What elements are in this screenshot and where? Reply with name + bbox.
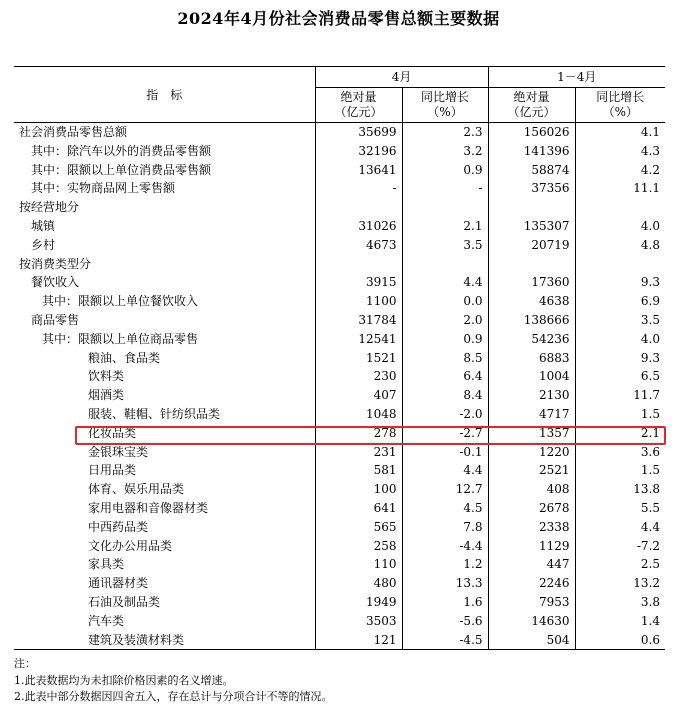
row-label: 家具类 bbox=[88, 557, 125, 572]
ytd-abs-cell: 58874 bbox=[488, 161, 575, 180]
april-abs-cell: 565 bbox=[315, 518, 402, 537]
april-yoy-cell: 7.8 bbox=[402, 518, 488, 537]
table-row bbox=[14, 311, 665, 330]
abs-label-line2: （亿元） bbox=[507, 105, 556, 119]
april-yoy-cell: 13.3 bbox=[402, 574, 488, 593]
april-yoy-cell bbox=[402, 198, 488, 217]
ytd-abs-cell: 4717 bbox=[488, 405, 575, 424]
april-abs-cell: 480 bbox=[315, 574, 402, 593]
april-yoy-cell: 4.4 bbox=[402, 273, 488, 292]
april-abs-cell: 3503 bbox=[315, 612, 402, 631]
row-label: 饮料类 bbox=[88, 369, 125, 384]
ytd-yoy-cell: -7.2 bbox=[575, 537, 665, 556]
ytd-yoy-header bbox=[575, 88, 665, 123]
note-item: 2.此表中部分数据因四舍五入，存在总计与分项合计不等的情况。 bbox=[14, 690, 333, 703]
growth-label-line2: （%） bbox=[427, 105, 463, 119]
april-abs-cell: 1100 bbox=[315, 292, 402, 311]
table-row bbox=[14, 386, 665, 405]
ytd-yoy-cell: 1.4 bbox=[575, 612, 665, 631]
april-abs-header bbox=[315, 88, 402, 123]
april-abs-cell: 1048 bbox=[315, 405, 402, 424]
ytd-abs-cell: 141396 bbox=[488, 142, 575, 161]
ytd-abs-cell: 2246 bbox=[488, 574, 575, 593]
ytd-yoy-cell: 11.7 bbox=[575, 386, 665, 405]
indicator-header: 指 标 bbox=[14, 67, 315, 123]
table-row bbox=[14, 123, 665, 142]
table-row bbox=[14, 367, 665, 386]
april-abs-cell: 110 bbox=[315, 555, 402, 574]
row-label: 石油及制品类 bbox=[88, 594, 161, 609]
growth-label-line1: 同比增长 bbox=[421, 90, 470, 104]
ytd-yoy-cell: 4.2 bbox=[575, 161, 665, 180]
ytd-yoy-cell: 4.0 bbox=[575, 330, 665, 349]
april-abs-cell: 230 bbox=[315, 367, 402, 386]
ytd-yoy-cell: 3.5 bbox=[575, 311, 665, 330]
table-row bbox=[14, 555, 665, 574]
ytd-abs-cell: 447 bbox=[488, 555, 575, 574]
table-row bbox=[14, 273, 665, 292]
april-yoy-cell: 8.5 bbox=[402, 349, 488, 368]
table-row bbox=[14, 612, 665, 631]
retail-sales-table bbox=[14, 66, 665, 650]
row-label: 乡村 bbox=[31, 237, 56, 252]
april-yoy-cell: -4.5 bbox=[402, 631, 488, 650]
table-row bbox=[14, 405, 665, 424]
row-label: 按经营地分 bbox=[19, 200, 80, 215]
april-abs-cell: 3915 bbox=[315, 273, 402, 292]
ytd-yoy-cell: 4.0 bbox=[575, 217, 665, 236]
table-row bbox=[14, 161, 665, 180]
april-period-header: 4月 bbox=[315, 67, 488, 88]
row-label: 按消费类型分 bbox=[19, 256, 92, 271]
note-item: 1.此表数据均为未扣除价格因素的名义增速。 bbox=[14, 673, 234, 687]
row-label: 家用电器和音像器材类 bbox=[88, 500, 209, 515]
row-label: 化妆品类 bbox=[88, 425, 137, 440]
row-label: 其中：除汽车以外的消费品零售额 bbox=[31, 143, 212, 158]
notes bbox=[14, 656, 665, 706]
abs-label-line1: 绝对量 bbox=[340, 90, 377, 104]
april-yoy-cell: -0.1 bbox=[402, 443, 488, 462]
april-yoy-cell: 0.0 bbox=[402, 292, 488, 311]
ytd-abs-cell: 2521 bbox=[488, 461, 575, 480]
ytd-abs-cell: 17360 bbox=[488, 273, 575, 292]
ytd-abs-cell: 1129 bbox=[488, 537, 575, 556]
ytd-abs-cell: 2678 bbox=[488, 499, 575, 518]
ytd-abs-header bbox=[488, 88, 575, 123]
april-yoy-cell: 0.9 bbox=[402, 161, 488, 180]
row-label: 其中：限额以上单位餐饮收入 bbox=[42, 294, 199, 309]
april-abs-cell: 231 bbox=[315, 443, 402, 462]
april-yoy-cell: 12.7 bbox=[402, 480, 488, 499]
row-label: 建筑及装潢材料类 bbox=[14, 631, 315, 650]
row-label: 其中：限额以上单位商品零售 bbox=[42, 331, 199, 346]
row-label: 商品零售 bbox=[31, 312, 80, 327]
ytd-abs-cell: 2338 bbox=[488, 518, 575, 537]
april-yoy-cell: 4.5 bbox=[402, 499, 488, 518]
ytd-abs-cell: 1357 bbox=[488, 424, 575, 443]
ytd-yoy-cell: 1.5 bbox=[575, 405, 665, 424]
ytd-abs-cell: 20719 bbox=[488, 236, 575, 255]
table-row bbox=[14, 499, 665, 518]
table-row bbox=[14, 443, 665, 462]
ytd-yoy-cell: 2.5 bbox=[575, 555, 665, 574]
april-abs-cell bbox=[315, 198, 402, 217]
table-row bbox=[14, 480, 665, 499]
april-yoy-cell: 2.3 bbox=[402, 123, 488, 142]
table-row bbox=[14, 142, 665, 161]
ytd-abs-cell: 138666 bbox=[488, 311, 575, 330]
april-abs-cell: 32196 bbox=[315, 142, 402, 161]
ytd-abs-cell: 6883 bbox=[488, 349, 575, 368]
row-label: 社会消费品零售总额 bbox=[19, 125, 128, 139]
abs-label-line1: 绝对量 bbox=[513, 90, 550, 104]
table-row bbox=[14, 518, 665, 537]
ytd-abs-cell bbox=[488, 198, 575, 217]
ytd-abs-cell: 1004 bbox=[488, 367, 575, 386]
april-yoy-cell bbox=[402, 255, 488, 274]
april-yoy-cell: 0.9 bbox=[402, 330, 488, 349]
april-abs-cell: 278 bbox=[315, 424, 402, 443]
table-row bbox=[14, 255, 665, 274]
jan-apr-period-header: 1－4月 bbox=[488, 67, 665, 88]
april-yoy-cell: 2.1 bbox=[402, 217, 488, 236]
abs-label-line2: （亿元） bbox=[334, 105, 383, 119]
growth-label-line1: 同比增长 bbox=[596, 90, 645, 104]
notes-heading: 注： bbox=[14, 657, 36, 670]
april-abs-cell: 100 bbox=[315, 480, 402, 499]
april-abs-cell: 581 bbox=[315, 461, 402, 480]
row-label: 其中：实物商品网上零售额 bbox=[31, 181, 176, 196]
ytd-yoy-cell: 0.6 bbox=[575, 631, 665, 650]
april-abs-cell: 121 bbox=[315, 631, 402, 650]
ytd-yoy-cell: 6.9 bbox=[575, 292, 665, 311]
april-abs-cell: 407 bbox=[315, 386, 402, 405]
ytd-abs-cell: 504 bbox=[488, 631, 575, 650]
april-abs-cell: 1949 bbox=[315, 593, 402, 612]
ytd-abs-cell: 135307 bbox=[488, 217, 575, 236]
april-abs-cell: 258 bbox=[315, 537, 402, 556]
ytd-abs-cell: 37356 bbox=[488, 179, 575, 198]
ytd-yoy-cell: 4.8 bbox=[575, 236, 665, 255]
ytd-abs-cell: 408 bbox=[488, 480, 575, 499]
ytd-abs-cell: 1220 bbox=[488, 443, 575, 462]
table-row bbox=[14, 631, 665, 650]
table-row bbox=[14, 461, 665, 480]
ytd-yoy-cell: 9.3 bbox=[575, 349, 665, 368]
table-row bbox=[14, 179, 665, 198]
row-label: 城镇 bbox=[31, 218, 56, 233]
table-row bbox=[14, 198, 665, 217]
april-yoy-cell: -2.7 bbox=[402, 424, 488, 443]
table-body bbox=[14, 123, 665, 650]
page-title: 2024年4月份社会消费品零售总额主要数据 bbox=[177, 9, 500, 28]
row-label: 日用品类 bbox=[88, 463, 137, 478]
ytd-abs-cell: 4638 bbox=[488, 292, 575, 311]
ytd-yoy-cell: 2.1 bbox=[575, 424, 665, 443]
table-row bbox=[14, 574, 665, 593]
table-row bbox=[14, 537, 665, 556]
april-yoy-cell: 2.0 bbox=[402, 311, 488, 330]
ytd-abs-cell: 156026 bbox=[488, 123, 575, 142]
ytd-yoy-cell: 5.5 bbox=[575, 499, 665, 518]
april-yoy-cell: -2.0 bbox=[402, 405, 488, 424]
april-yoy-cell: 8.4 bbox=[402, 386, 488, 405]
row-label: 汽车类 bbox=[88, 613, 125, 628]
row-label: 粮油、食品类 bbox=[88, 350, 161, 365]
row-label: 文化办公用品类 bbox=[88, 538, 173, 553]
ytd-yoy-cell: 9.3 bbox=[575, 273, 665, 292]
ytd-yoy-cell: 4.4 bbox=[575, 518, 665, 537]
april-yoy-cell: - bbox=[402, 179, 488, 198]
row-label: 服装、鞋帽、针纺织品类 bbox=[88, 406, 221, 421]
ytd-abs-cell bbox=[488, 255, 575, 274]
april-abs-cell: 31784 bbox=[315, 311, 402, 330]
april-yoy-header bbox=[402, 88, 488, 123]
table-row bbox=[14, 424, 665, 443]
ytd-yoy-cell: 3.8 bbox=[575, 593, 665, 612]
ytd-abs-cell: 14630 bbox=[488, 612, 575, 631]
april-abs-cell: 35699 bbox=[315, 123, 402, 142]
ytd-yoy-cell: 13.2 bbox=[575, 574, 665, 593]
april-yoy-cell: 6.4 bbox=[402, 367, 488, 386]
row-label: 体育、娱乐用品类 bbox=[88, 482, 185, 497]
april-abs-cell: 13641 bbox=[315, 161, 402, 180]
april-abs-cell: 1521 bbox=[315, 349, 402, 368]
row-label: 烟酒类 bbox=[88, 388, 125, 403]
table-row bbox=[14, 330, 665, 349]
row-label: 其中：限额以上单位消费品零售额 bbox=[31, 162, 212, 177]
row-label: 金银珠宝类 bbox=[88, 444, 149, 459]
table-row bbox=[14, 217, 665, 236]
ytd-yoy-cell: 13.8 bbox=[575, 480, 665, 499]
april-abs-cell: 31026 bbox=[315, 217, 402, 236]
table-row bbox=[14, 292, 665, 311]
april-yoy-cell: 3.2 bbox=[402, 142, 488, 161]
april-abs-cell: 641 bbox=[315, 499, 402, 518]
row-label: 通讯器材类 bbox=[88, 576, 149, 591]
april-yoy-cell: 4.4 bbox=[402, 461, 488, 480]
row-label: 中西药品类 bbox=[88, 519, 149, 534]
row-label: 餐饮收入 bbox=[31, 275, 80, 290]
ytd-yoy-cell: 1.5 bbox=[575, 461, 665, 480]
ytd-yoy-cell: 6.5 bbox=[575, 367, 665, 386]
table-row bbox=[14, 349, 665, 368]
ytd-abs-cell: 2130 bbox=[488, 386, 575, 405]
april-abs-cell: - bbox=[315, 179, 402, 198]
april-yoy-cell: -4.4 bbox=[402, 537, 488, 556]
april-yoy-cell: 3.5 bbox=[402, 236, 488, 255]
ytd-yoy-cell: 4.1 bbox=[575, 123, 665, 142]
april-yoy-cell: -5.6 bbox=[402, 612, 488, 631]
april-abs-cell: 12541 bbox=[315, 330, 402, 349]
table-row bbox=[14, 236, 665, 255]
ytd-yoy-cell: 3.6 bbox=[575, 443, 665, 462]
table-header bbox=[14, 67, 665, 123]
ytd-abs-cell: 7953 bbox=[488, 593, 575, 612]
april-yoy-cell: 1.2 bbox=[402, 555, 488, 574]
growth-label-line2: （%） bbox=[602, 105, 638, 119]
ytd-yoy-cell: 11.1 bbox=[575, 179, 665, 198]
ytd-yoy-cell bbox=[575, 198, 665, 217]
ytd-abs-cell: 54236 bbox=[488, 330, 575, 349]
ytd-yoy-cell bbox=[575, 255, 665, 274]
ytd-yoy-cell: 4.3 bbox=[575, 142, 665, 161]
april-yoy-cell: 1.6 bbox=[402, 593, 488, 612]
april-abs-cell: 4673 bbox=[315, 236, 402, 255]
april-abs-cell bbox=[315, 255, 402, 274]
table-row bbox=[14, 593, 665, 612]
